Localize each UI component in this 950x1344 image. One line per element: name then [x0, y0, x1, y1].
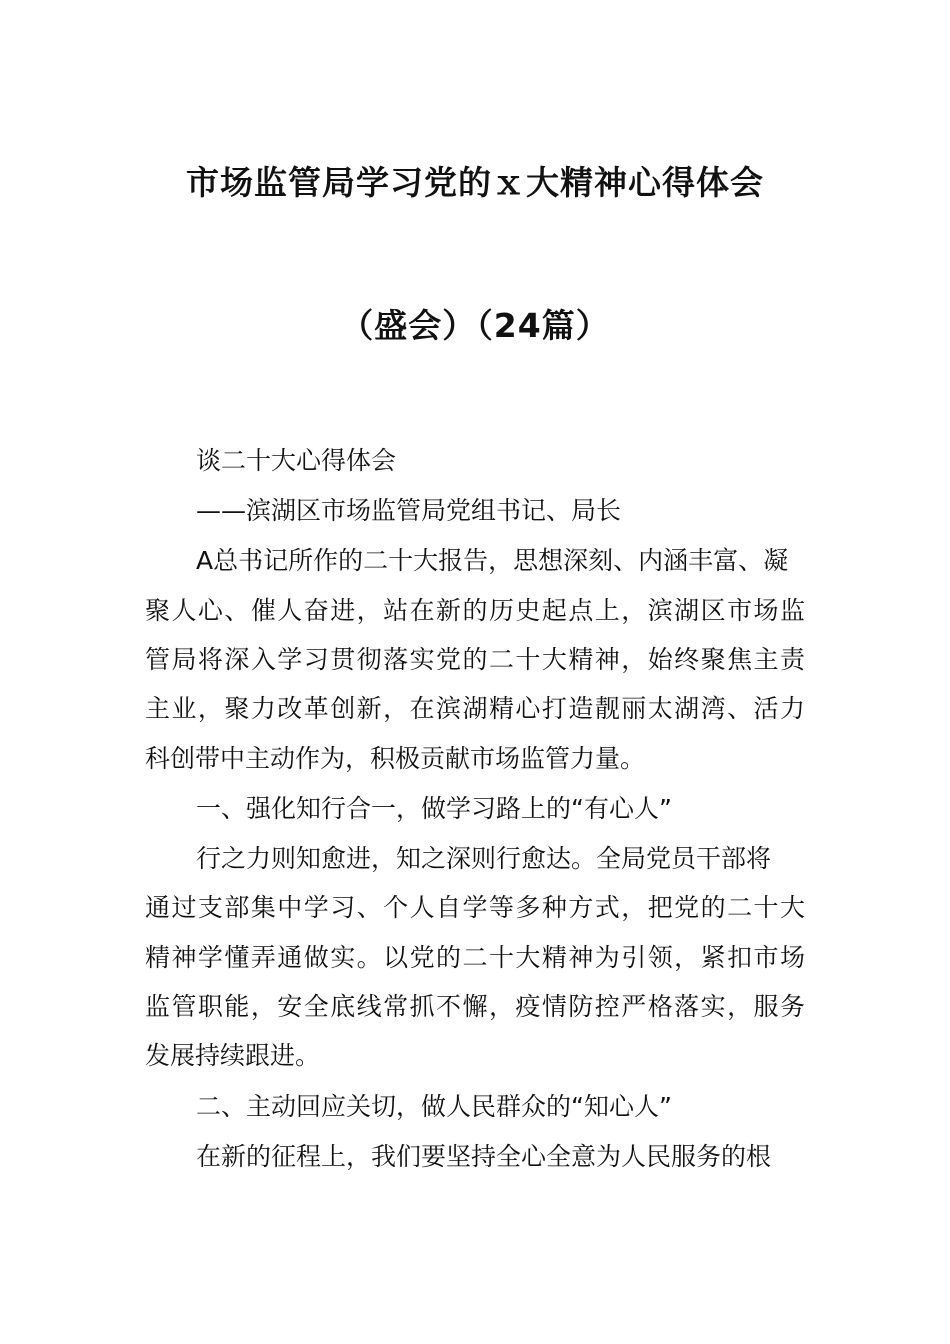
document-subtitle: （盛会）（24篇） — [340, 306, 610, 345]
subheading: 一、强化知行合一，做学习路上的“有心人” — [196, 794, 672, 823]
author-line: ——滨湖区市场监管局党组书记、局长 — [196, 496, 622, 525]
paragraph-line: 通过支部集中学习、个人自学等多种方式，把党的二十大 — [145, 893, 805, 922]
subheading: 二、主动回应关切，做人民群众的“知心人” — [196, 1092, 672, 1121]
paragraph-line: 在新的征程上，我们要坚持全心全意为人民服务的根 — [196, 1142, 772, 1171]
document-title: 市场监管局学习党的ｘ大精神心得体会 — [186, 163, 764, 202]
paragraph-line: 主业，聚力改革创新，在滨湖精心打造靓丽太湖湾、活力 — [145, 694, 805, 723]
paragraph-line: 监管职能，安全底线常抓不懈，疫情防控严格落实，服务 — [145, 992, 805, 1021]
paragraph-line: 精神学懂弄通做实。以党的二十大精神为引领，紧扣市场 — [145, 943, 805, 972]
section-heading: 谈二十大心得体会 — [196, 446, 397, 475]
paragraph-line: 聚人心、催人奋进，站在新的历史起点上，滨湖区市场监 — [145, 596, 805, 625]
paragraph-line: 行之力则知愈进，知之深则行愈达。全局党员干部将 — [196, 844, 772, 873]
paragraph-line: A总书记所作的二十大报告，思想深刻、内涵丰富、凝 — [196, 546, 789, 575]
paragraph-line: 发展持续跟进。 — [145, 1041, 321, 1070]
paragraph-line: 科创带中主动作为，积极贡献市场监管力量。 — [145, 744, 646, 773]
paragraph-line: 管局将深入学习贯彻落实党的二十大精神，始终聚焦主责 — [145, 645, 805, 674]
